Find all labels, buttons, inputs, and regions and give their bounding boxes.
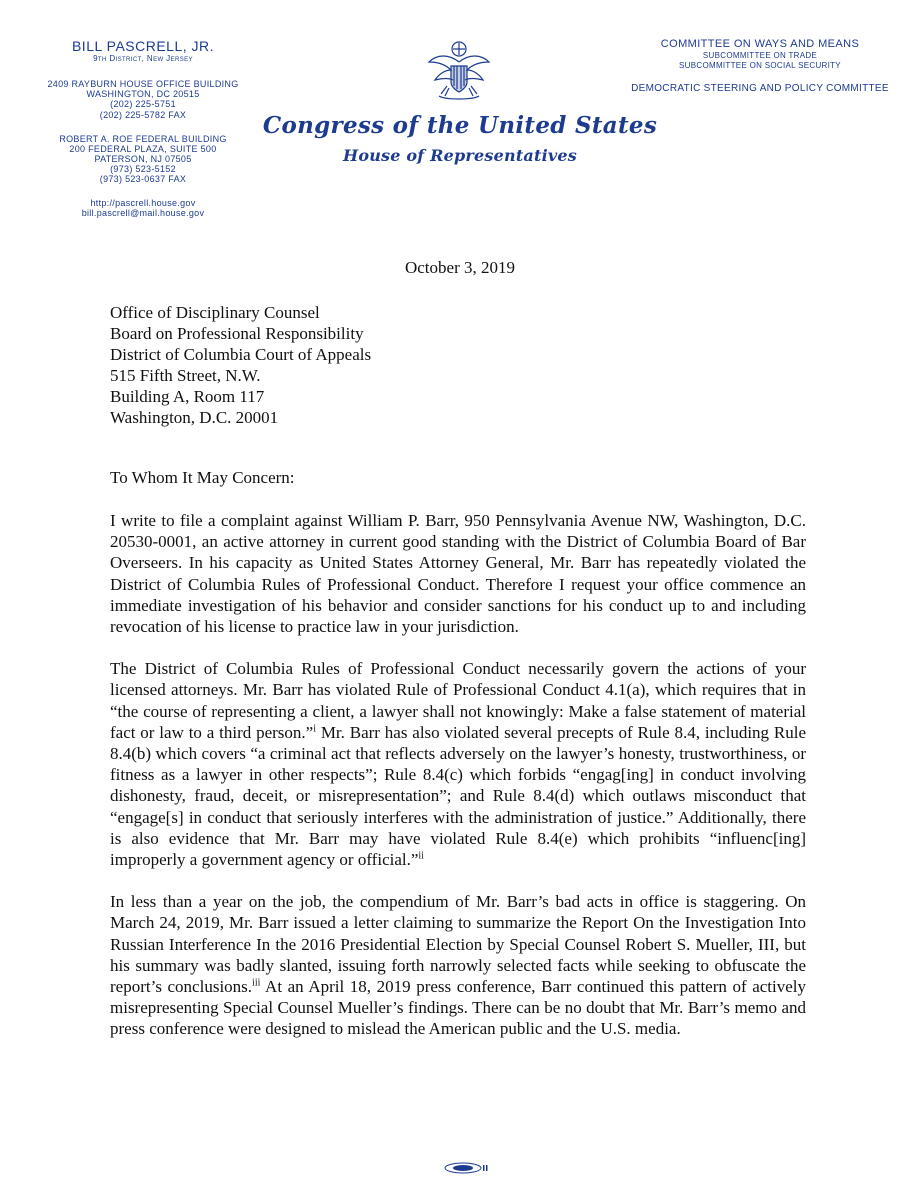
contact-links (28, 198, 258, 218)
recipient-line: District of Columbia Court of Appeals (110, 345, 372, 364)
dc-office-address (28, 79, 258, 119)
house-heading: House of Representatives (343, 146, 577, 165)
paragraph-2-part-b: Mr. Barr has also violated several precepts of Rule 8.4, including Rule 8.4(b) which covers “a criminal act that reflects adversely on the lawyer’s honesty, trustworthiness, or fitness as a lawyer in other respects”; Rule 8.4(c) which forbids “engag[ing] in conduct involving dishonesty, fraud, deceit, or misrepresentation”; and Rule 8.4(d) which outlaws misconduct that “engage[s] in conduct that seriously interferes with the administration of justice.” Additionally, there is also evidence that Mr. Barr may have violated Rule 8.4(e) which prohibits “influenc[ing] improperly a government agency or official.” (110, 722, 806, 870)
paragraph-3-part-a: In less than a year on the job, the compendium of Mr. Barr’s bad acts in office is staggering. On March 24, 2019, Mr. Barr issued a letter claiming to summarize the Report On the Investigation Into Russian Interference In the 2016 Presidential Election by Special Counsel Robert S. Mueller, III, but his summary was badly slanted, issuing forth narrowly selected facts while seeking to obfuscate the report’s conclusions. (110, 892, 806, 997)
footnote-ref-3: iii (252, 977, 261, 989)
eagle-seal-icon (427, 40, 491, 102)
paragraph-1: I write to file a complaint against William P. Barr, 950 Pennsylvania Avenue NW, Washington, D.C. 20530-0001, an active attorney in current good standing with the District of Columbia Board of Bar Overseers. In his capacity as United States Attorney General, Mr. Barr has repeatedly violated the District of Columbia Rules of Professional Conduct. Therefore I request your office commence an immediate investigation of his behavior and consider sanctions for his conduct up to and including revocation of his license to practice law in your jurisdiction. (110, 511, 806, 637)
recipient-line: Building A, Room 117 (110, 387, 265, 406)
nj-office-phone: (973) 523-5152 (110, 163, 176, 174)
recipient-line: Washington, D.C. 20001 (110, 408, 279, 427)
nj-office-fax: (973) 523-0637 FAX (99, 173, 187, 184)
steering-committee: DEMOCRATIC STEERING AND POLICY COMMITTEE (631, 83, 889, 95)
dc-office-fax: (202) 225-5782 FAX (99, 109, 187, 120)
dc-office-phone: (202) 225-5751 (110, 99, 176, 110)
nj-office-line1: ROBERT A. ROE FEDERAL BUILDING (59, 133, 227, 144)
member-district: 9th District, New Jersey (93, 54, 193, 64)
union-bug-icon (441, 1162, 489, 1174)
congress-heading: Congress of the United States (262, 112, 658, 139)
recipient-line: Board on Professional Responsibility (110, 324, 364, 343)
dc-office-line2: WASHINGTON, DC 20515 (86, 89, 200, 100)
footnote-ref-1: i (313, 723, 316, 735)
subcommittee-social-security: SUBCOMMITTEE ON SOCIAL SECURITY (679, 61, 841, 71)
recipient-address (110, 302, 371, 428)
paragraph-2 (110, 658, 806, 870)
member-name: BILL PASCRELL, JR. (71, 38, 215, 54)
letter-body (110, 510, 806, 1061)
nj-office-line3: PATERSON, NJ 07505 (94, 153, 192, 164)
paragraph-3-part-b: At an April 18, 2019 press conference, Barr continued this pattern of actively misrepresenting Special Counsel Mueller’s findings. There can be no doubt that Mr. Barr’s memo and press conference were designed to mislead the American public and the U.S. media. (110, 977, 807, 1039)
recipient-line: 515 Fifth Street, N.W. (110, 366, 261, 385)
salutation: To Whom It May Concern: (110, 468, 295, 487)
paragraph-2-part-a: The District of Columbia Rules of Professional Conduct necessarily govern the actions of your licensed attorneys. Mr. Barr has violated Rule of Professional Conduct 4.1(a), which requires that in “the course of representing a client, a lawyer shall not knowingly: Make a false statement of material fact or law to a third person.” (110, 659, 806, 742)
committee-name: COMMITTEE ON WAYS AND MEANS (660, 38, 860, 50)
nj-office-line2: 200 FEDERAL PLAZA, SUITE 500 (69, 143, 217, 154)
letter-date: October 3, 2019 (404, 258, 515, 277)
letterhead-member-block (28, 38, 258, 232)
subcommittee-trade: SUBCOMMITTEE ON TRADE (702, 51, 818, 61)
dc-office-line1: 2409 RAYBURN HOUSE OFFICE BUILDING (47, 79, 239, 90)
letterhead-committee-block (620, 38, 900, 94)
recipient-line: Office of Disciplinary Counsel (110, 303, 320, 322)
paragraph-3 (110, 891, 806, 1039)
footnote-ref-2: ii (418, 850, 424, 862)
nj-office-address (28, 134, 258, 184)
website-link: http://pascrell.house.gov (90, 197, 196, 208)
email-address: bill.pascrell@mail.house.gov (81, 208, 205, 219)
